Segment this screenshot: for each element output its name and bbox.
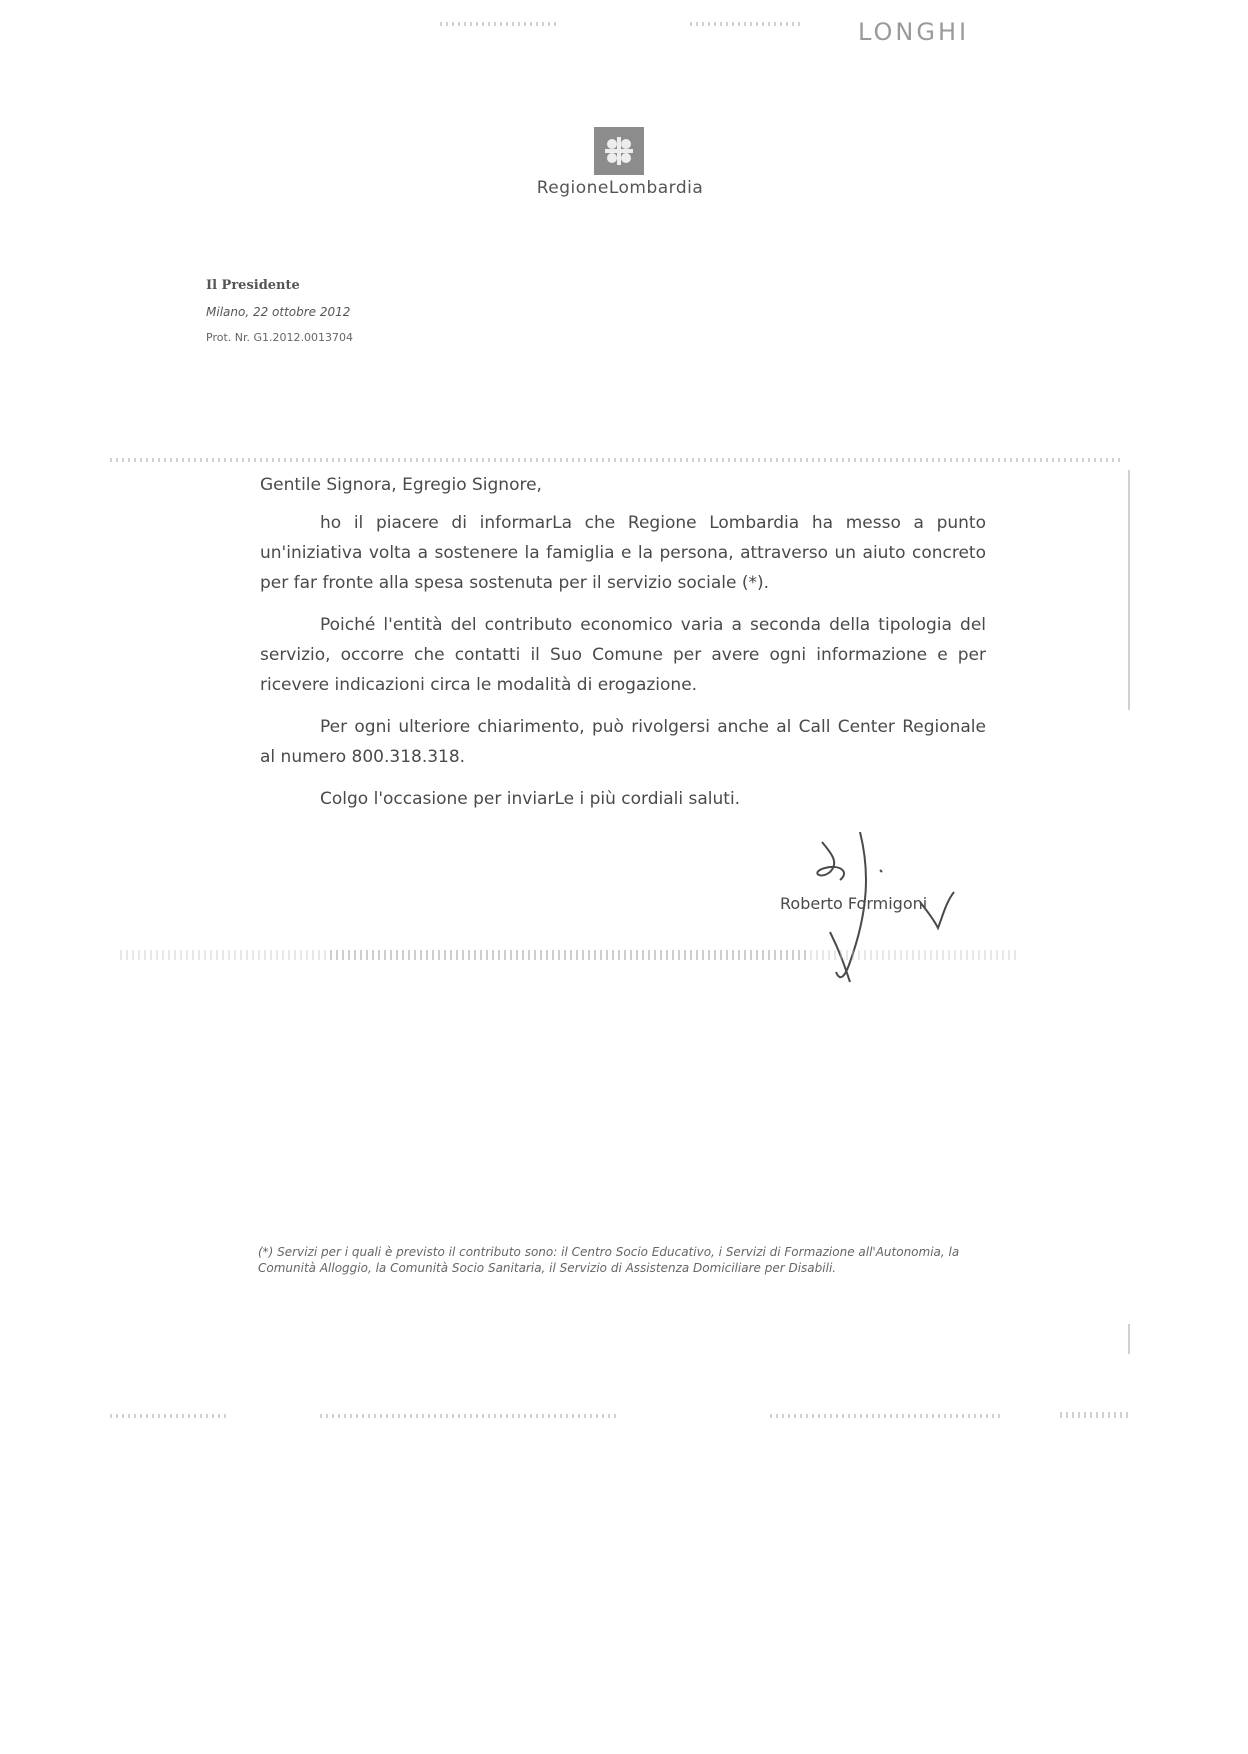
scan-noise-band-1: [110, 458, 1120, 462]
footnote: (*) Servizi per i quali è previsto il contributo sono: il Centro Socio Educativo, i Servizi di Formazione all'Autonomia, la Comunità Alloggio, la Comunità Socio Sanitaria, il Servizio di Assistenza Domiciliare per Disabili.: [258, 1245, 960, 1275]
sender-role: Il Presidente: [206, 278, 300, 293]
protocol-number: Prot. Nr. G1.2012.0013704: [206, 331, 353, 344]
region-logo-icon: [594, 127, 644, 175]
paragraph-1: ho il piacere di informarLa che Regione Lombardia ha messo a punto un'iniziativa volta a sostenere la famiglia e la persona, attraverso un aiuto concreto per far fronte alla spesa sostenuta per il servizio sociale (*).: [260, 513, 986, 593]
scan-noise-bottom-1: [110, 1414, 230, 1418]
scan-noise-top-1: [440, 22, 560, 26]
paragraph-4: Colgo l'occasione per inviarLe i più cordiali saluti.: [320, 789, 741, 809]
signature-block: [770, 832, 970, 992]
signer-name: Roberto Formigoni: [780, 894, 928, 913]
edge-mark-2: [1128, 1324, 1130, 1354]
scan-noise-band-3: [330, 950, 810, 960]
edge-mark-1: [1128, 470, 1130, 710]
letter-date: Milano, 22 ottobre 2012: [206, 305, 351, 319]
paragraph-3: Per ogni ulteriore chiarimento, può rivolgersi anche al Call Center Regionale al numero 800.318.318.: [260, 717, 986, 767]
scan-noise-bottom-4: [1060, 1412, 1130, 1418]
organization-name: RegioneLombardia: [536, 178, 704, 198]
scan-noise-bottom-3: [770, 1414, 1000, 1418]
salutation: Gentile Signora, Egregio Signore,: [260, 475, 542, 495]
scan-noise-bottom-2: [320, 1414, 620, 1418]
paragraph-2: Poiché l'entità del contributo economico varia a seconda della tipologia del servizio, occorre che contatti il Suo Comune per avere ogni informazione e per ricevere indicazioni circa le modalità di erogazione.: [260, 615, 986, 695]
scan-noise-top-2: [690, 22, 800, 26]
handwritten-annotation: LONGHI: [858, 18, 970, 46]
